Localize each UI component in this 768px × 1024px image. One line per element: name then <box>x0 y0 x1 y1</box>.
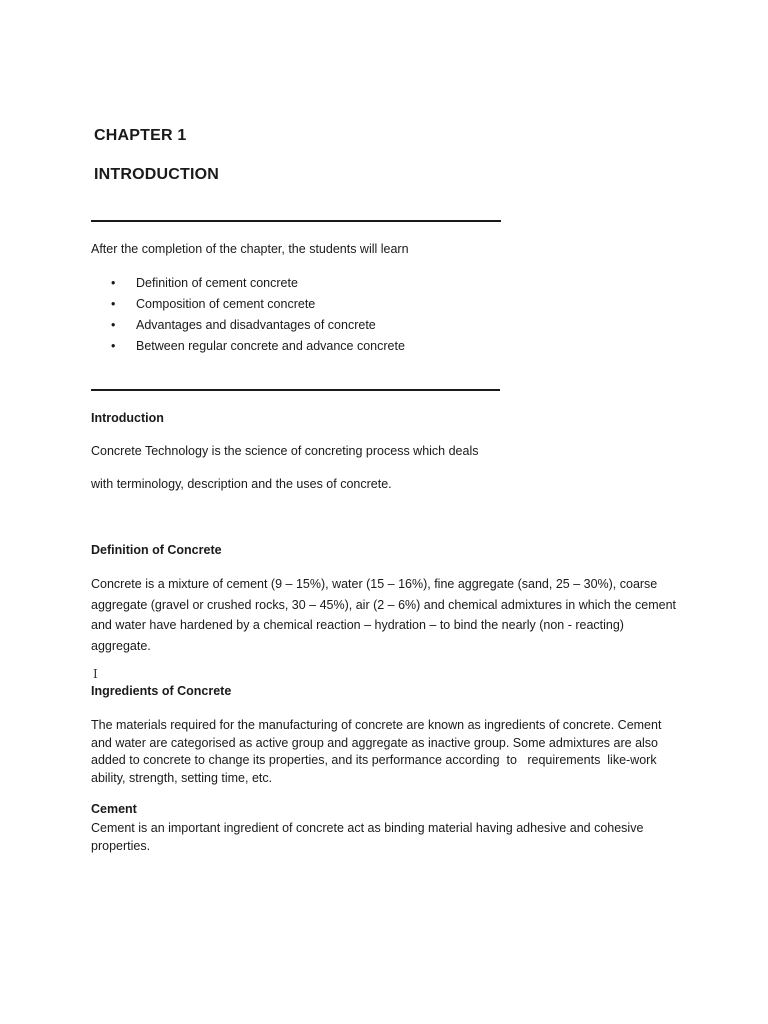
ingredients-paragraph <box>91 717 691 787</box>
introduction-line-2: with terminology, description and the uses of concrete. <box>91 477 392 491</box>
bullet-icon: • <box>111 339 116 353</box>
chapter-title: INTRODUCTION <box>94 166 220 183</box>
paragraph-line: added to concrete to change its properties, and its performance according to requirements like-work <box>91 753 657 767</box>
introduction-line-1: Concrete Technology is the science of concreting process which deals <box>91 444 479 458</box>
paragraph-line: and water are categorised as active group and aggregate as inactive group. Some admixtures are also <box>91 735 658 750</box>
paragraph-line: Concrete is a mixture of cement (9 – 15%), water (15 – 16%), fine aggregate (sand, 25 – 30%), coarse <box>91 577 658 591</box>
list-item: • Definition of cement concrete <box>111 276 298 290</box>
objectives-list <box>111 274 405 358</box>
divider-bottom <box>91 389 500 391</box>
list-item: • Between regular concrete and advance concrete <box>111 339 405 353</box>
paragraph-line: The materials required for the manufacturing of concrete are known as ingredients of concrete. Cement <box>91 718 662 732</box>
introduction-heading: Introduction <box>91 411 164 425</box>
list-item: • Composition of cement concrete <box>111 297 316 311</box>
list-item: • Advantages and disadvantages of concrete <box>111 318 376 332</box>
paragraph-line: ability, strength, setting time, etc. <box>91 770 273 785</box>
paragraph-line: Cement is an important ingredient of concrete act as binding material having adhesive and cohesive <box>91 821 644 835</box>
paragraph-line: aggregate (gravel or crushed rocks, 30 – 45%), air (2 – 6%) and chemical admixtures in which the cement <box>91 597 677 612</box>
definition-paragraph <box>91 574 691 656</box>
objectives-lead: After the completion of the chapter, the students will learn <box>91 242 409 256</box>
paragraph-line: and water have hardened by a chemical reaction – hydration – to bind the nearly (non - reacting) <box>91 618 624 632</box>
ingredients-heading: Ingredients of Concrete <box>91 684 232 698</box>
text-cursor-icon: I <box>93 667 98 681</box>
paragraph-line: aggregate. <box>91 638 151 653</box>
divider-top <box>91 220 501 222</box>
bullet-icon: • <box>111 276 116 290</box>
bullet-icon: • <box>111 318 116 332</box>
chapter-label: CHAPTER 1 <box>94 127 187 144</box>
cement-heading: Cement <box>91 802 137 816</box>
definition-heading: Definition of Concrete <box>91 543 222 557</box>
cement-paragraph <box>91 820 691 855</box>
paragraph-line: properties. <box>91 838 151 853</box>
bullet-icon: • <box>111 297 116 311</box>
